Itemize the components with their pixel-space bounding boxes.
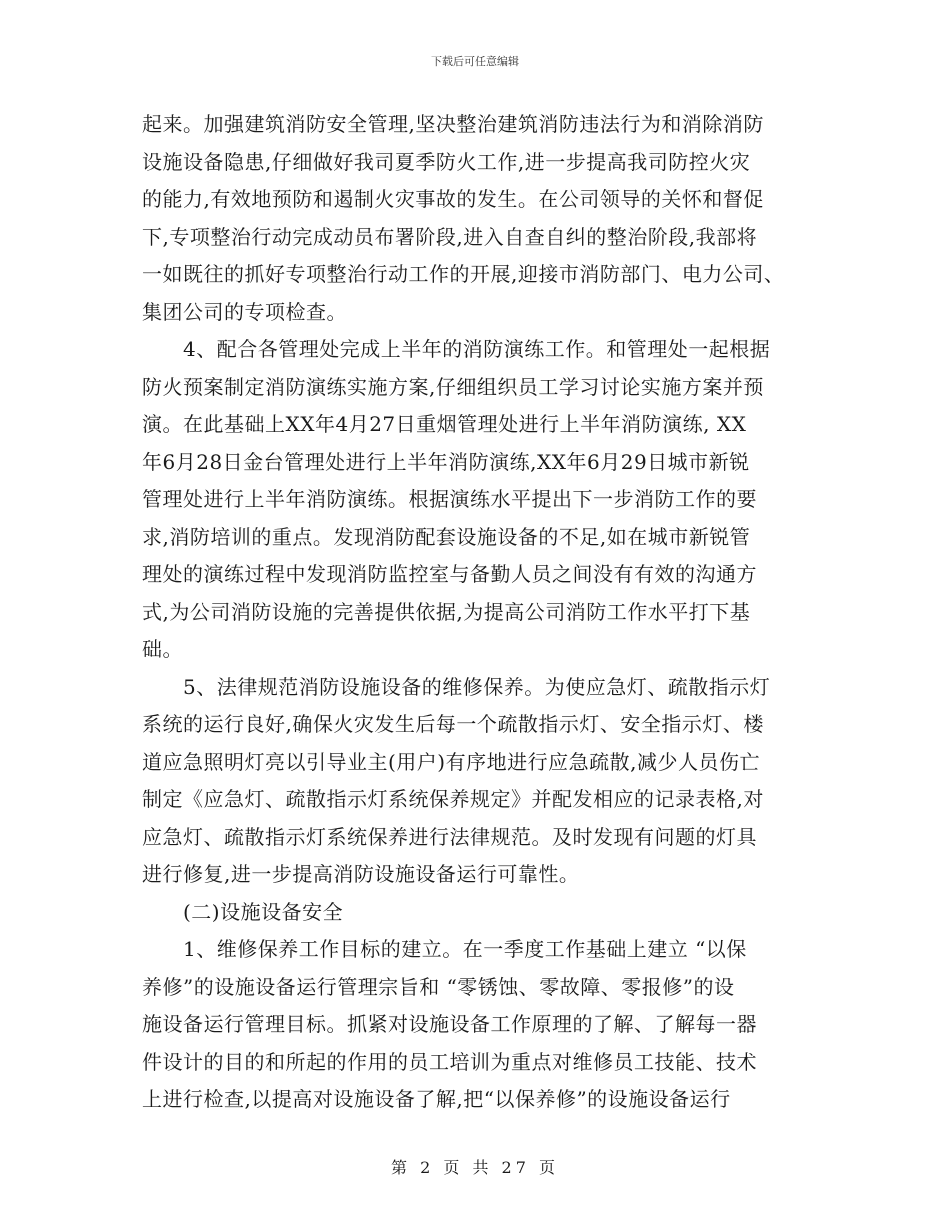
text-line: 年6月28日金台管理处进行上半年消防演练,XX年6月29日城市新锐: [142, 449, 750, 474]
text-line: 式,为公司消防设施的完善提供依据,为提高公司消防工作水平打下基: [142, 599, 751, 624]
text-line: 下,专项整治行动完成动员布署阶段,进入自查自纠的整治阶段,我部将: [142, 224, 758, 249]
text-line: 一如既往的抓好专项整治行动工作的开展,迎接市消防部门、电力公司、: [142, 262, 785, 286]
text-line: 设施设备隐患,仔细做好我司夏季防火工作,进一步提高我司防控火灾: [142, 149, 751, 174]
text-line: 上进行检查,以提高对设施设备了解,把“以保养修”的设施设备运行: [142, 1087, 731, 1111]
document-body: [142, 106, 822, 1119]
text-line: 1、维修保养工作目标的建立。在一季度工作基础上建立 “以保: [142, 937, 747, 961]
text-line: 求,消防培训的重点。发现消防配套设施设备的不足,如在城市新锐管: [142, 524, 751, 549]
page-header-note: 下载后可任意编辑: [431, 55, 519, 68]
text-line: 5、法律规范消防设施设备的维修保养。为使应急灯、疏散指示灯: [142, 674, 771, 699]
text-line: 应急灯、疏散指示灯系统保养进行法律规范。及时发现有问题的灯具: [142, 824, 757, 849]
text-line: 进行修复,进一步提高消防设施设备运行可靠性。: [142, 862, 580, 886]
text-line: 集团公司的专项检查。: [142, 299, 347, 324]
text-line: 件设计的目的和所起的作用的员工培训为重点对维修员工技能、技术: [142, 1049, 757, 1074]
text-line: 础。: [142, 637, 183, 661]
text-line: 道应急照明灯亮以引导业主(用户)有序地进行应急疏散,减少人员伤亡: [142, 749, 760, 774]
text-line: 系统的运行良好,确保火灾发生后每一个疏散指示灯、安全指示灯、楼: [142, 712, 764, 736]
text-line: 的能力,有效地预防和遏制火灾事故的发生。在公司领导的关怀和督促: [142, 187, 764, 211]
text-line: 养修”的设施设备运行管理宗旨和 “零锈蚀、零故障、零报修”的设: [142, 974, 735, 999]
text-line: 理处的演练过程中发现消防监控室与备勤人员之间没有有效的沟通方: [142, 562, 757, 586]
text-line: 4、配合各管理处完成上半年的消防演练工作。和管理处一起根据: [142, 337, 771, 361]
text-line: 制定《应急灯、疏散指示灯系统保养规定》并配发相应的记录表格,对: [142, 787, 764, 811]
page-number: 第 2 页 共 27 页: [391, 1158, 559, 1177]
text-line: 防火预案制定消防演练实施方案,仔细组织员工学习讨论实施方案并预: [142, 374, 764, 399]
text-line: 管理处进行上半年消防演练。根据演练水平提出下一步消防工作的要: [142, 487, 757, 511]
text-line: 施设备运行管理目标。抓紧对设施设备工作原理的了解、了解每一器: [142, 1012, 757, 1036]
text-line: 演。在此基础上XX年4月27日重烟管理处进行上半年消防演练, XX: [142, 412, 747, 436]
text-line: (二)设施设备安全: [142, 899, 344, 924]
text-line: 起来。加强建筑消防安全管理,坚决整治建筑消防违法行为和消除消防: [142, 112, 764, 136]
